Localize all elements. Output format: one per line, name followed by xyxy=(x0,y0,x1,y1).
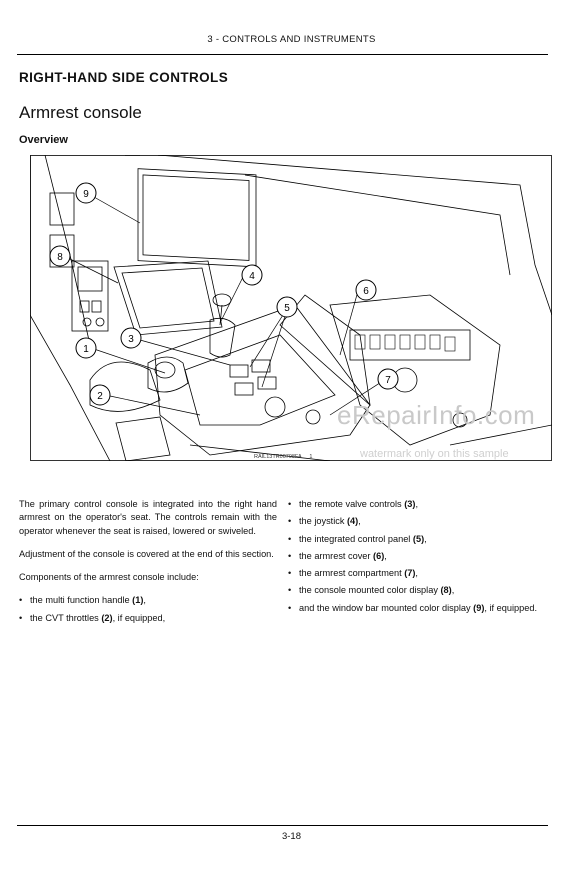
bullet: • xyxy=(288,499,292,509)
list-item: • the remote valve controls (3), xyxy=(288,498,548,511)
callout-4 xyxy=(242,265,262,285)
callout-8 xyxy=(50,246,70,266)
figure-ref: RAIL13TR00798FA xyxy=(254,454,302,460)
svg-text:6: 6 xyxy=(363,286,369,297)
list-item: • the armrest cover (6), xyxy=(288,550,548,563)
svg-text:8: 8 xyxy=(57,252,63,263)
figure-caption xyxy=(254,454,312,460)
header-rule xyxy=(17,54,548,55)
list-item: • the console mounted color display (8), xyxy=(288,584,548,597)
bullet: • xyxy=(288,516,292,527)
right-component-list xyxy=(288,498,548,615)
list-item: • the CVT throttles (2), if equipped, xyxy=(19,612,277,625)
bullet: • xyxy=(288,533,292,544)
intro-paragraph: The primary control console is integrated into the right hand armrest on the operator's seat. The controls remain with the operator whenever the seat is raised, lowered or swiveled. xyxy=(19,499,277,536)
list-item: • the armrest compartment (7), xyxy=(288,567,548,580)
bullet: • xyxy=(288,550,292,561)
svg-text:9: 9 xyxy=(83,189,89,200)
callout-7 xyxy=(378,369,398,389)
right-column xyxy=(288,498,548,619)
overview-heading: Overview xyxy=(19,134,68,146)
svg-text:2: 2 xyxy=(97,391,103,402)
running-header: 3 - CONTROLS AND INSTRUMENTS xyxy=(207,34,376,45)
callout-3 xyxy=(121,328,141,348)
footer-rule xyxy=(17,825,548,826)
watermark-logo: eRepairInfo.com xyxy=(337,400,536,430)
callout-5 xyxy=(277,297,297,317)
list-item: • the joystick (4), xyxy=(288,515,548,528)
callout-1 xyxy=(76,338,96,358)
page-number: 3-18 xyxy=(281,831,301,842)
list-item: • and the window bar mounted color display (9), if equipped. xyxy=(288,602,548,615)
list-item: • the multi function handle (1), xyxy=(19,594,277,607)
left-component-list xyxy=(19,594,277,625)
adjustment-paragraph: Adjustment of the console is covered at the end of this section. xyxy=(19,548,274,559)
svg-text:5: 5 xyxy=(284,303,290,314)
left-column xyxy=(19,498,277,629)
callout-2 xyxy=(90,385,110,405)
subsection-heading: Armrest console xyxy=(19,103,142,122)
watermark-note: watermark only on this sample xyxy=(360,448,509,460)
section-heading: RIGHT-HAND SIDE CONTROLS xyxy=(19,70,229,85)
list-item: • the integrated control panel (5), xyxy=(288,533,548,546)
callout-9 xyxy=(76,183,96,203)
figure-number: 1 xyxy=(309,454,313,460)
bullet: • xyxy=(288,568,292,579)
svg-text:3: 3 xyxy=(128,334,134,345)
bullet: • xyxy=(19,612,23,623)
svg-text:7: 7 xyxy=(385,375,391,386)
svg-text:1: 1 xyxy=(83,344,89,355)
bullet: • xyxy=(288,602,292,613)
components-intro: Components of the armrest console include: xyxy=(19,572,199,583)
bullet: • xyxy=(288,585,292,596)
callout-6 xyxy=(356,280,376,300)
bullet: • xyxy=(19,595,23,606)
svg-text:4: 4 xyxy=(249,271,255,282)
